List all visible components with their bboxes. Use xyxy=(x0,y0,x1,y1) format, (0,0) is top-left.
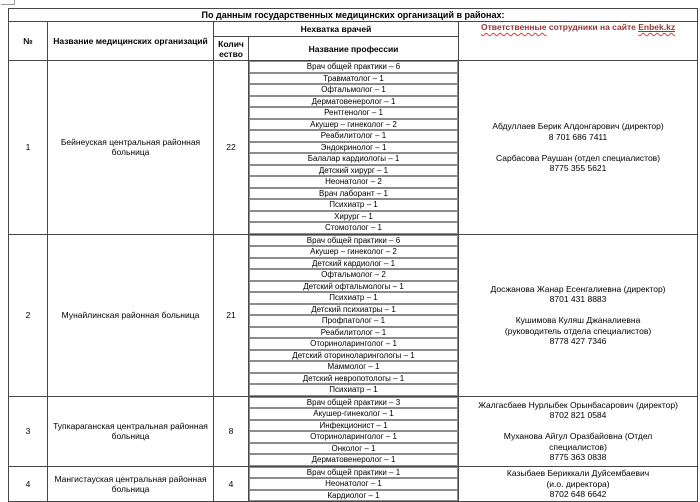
responsible-line: специалистов) xyxy=(549,441,607,452)
responsible-line xyxy=(459,421,697,432)
profession-item: Офтальмолог – 2 xyxy=(249,269,458,281)
responsible-line: 8702 648 6642 xyxy=(549,489,607,499)
profession-item: Офтальмолог – 1 xyxy=(249,84,458,96)
row-number-cell: 1 xyxy=(9,61,48,235)
profession-item: Реабилитолог – 1 xyxy=(249,327,458,339)
profession-item: Рентгенолог – 1 xyxy=(249,107,458,119)
profession-item: Кардиолог – 1 xyxy=(249,490,458,502)
profession-item: Психиатр – 1 xyxy=(249,384,458,396)
header-num: № xyxy=(9,22,48,61)
responsible-line: Кушимова Куляш Джаналиевна xyxy=(515,315,641,325)
responsible-line xyxy=(459,142,697,153)
profession-item: Хирург – 1 xyxy=(249,211,458,223)
profession-item: Психиатр – 1 xyxy=(249,199,458,211)
profession-item: Профпатолог – 1 xyxy=(249,315,458,327)
title-row xyxy=(9,9,698,22)
profession-item: Реабилитолог – 1 xyxy=(249,130,458,142)
responsible-line: Казыбаев Бериккали Дуйсембаевич xyxy=(506,468,650,478)
profession-item: Стомотолог – 1 xyxy=(249,222,458,234)
header-shortage: Нехватка врачей xyxy=(214,22,459,37)
profession-item: Врач общей практики – 6 xyxy=(249,61,458,73)
responsible-line: 8775 363 0838 xyxy=(549,452,607,462)
profession-item: Акушер – гинеколог – 2 xyxy=(249,119,458,131)
header-organization: Название медицинских организаций xyxy=(48,22,214,61)
header-profession: Название профессии xyxy=(249,37,459,61)
profession-item: Детский психиатры – 1 xyxy=(249,304,458,316)
row-number-cell: 3 xyxy=(9,396,48,466)
responsible-line: (и.о. директора) xyxy=(546,478,610,489)
responsible-header-rest: сотрудники на сайте xyxy=(546,22,639,32)
responsible-line: Абдуллаев Берик Алдонгарович (директор) xyxy=(492,121,664,131)
responsible-line: Досжанова Жанар Есенгалиевна (директор) xyxy=(490,283,666,294)
profession-item: Инфекционист – 1 xyxy=(249,420,458,432)
profession-item: Врач общей практики – 3 xyxy=(249,397,458,409)
profession-item: Детский офтальмологы – 1 xyxy=(249,281,458,293)
profession-item: Травматолог – 1 xyxy=(249,73,458,85)
responsible-line: Муханова Айгул Оразбайовна (Отдел xyxy=(503,431,653,441)
table-body xyxy=(9,61,698,502)
table-row xyxy=(9,61,698,235)
responsible-line: 8701 431 8883 xyxy=(549,294,607,304)
table-header xyxy=(9,9,698,61)
cutoff-table-fragment xyxy=(1,0,15,5)
header-count: Колич ество xyxy=(214,37,249,61)
profession-item: Акушер-гинеколог – 1 xyxy=(249,408,458,420)
profession-item: Врач лаборант – 1 xyxy=(249,188,458,200)
professions-cell xyxy=(249,234,459,396)
row-number-cell: 2 xyxy=(9,234,48,396)
shortage-count-cell: 4 xyxy=(214,466,249,502)
profession-item: Онколог – 1 xyxy=(249,443,458,455)
profession-item: Эндокринолог – 1 xyxy=(249,142,458,154)
enbek-link[interactable] xyxy=(638,22,675,32)
professions-cell xyxy=(249,396,459,466)
profession-item: Детский невропотологы – 1 xyxy=(249,373,458,385)
shortage-count-cell: 8 xyxy=(214,396,249,466)
responsible-line: (руководитель отдела специалистов) xyxy=(504,325,652,336)
professions-cell xyxy=(249,466,459,502)
responsible-line: Жалгасбаев Нурлыбек Орынбасарович (директор) xyxy=(478,399,678,410)
responsible-header-word: Ответственные xyxy=(480,22,547,32)
table-row xyxy=(9,396,698,466)
doctor-shortage-table xyxy=(8,8,698,502)
profession-item: Неонатолог – 2 xyxy=(249,176,458,188)
organization-name-cell: Мангистауская центральная районная больница xyxy=(48,466,214,502)
profession-item: Неонатолог – 1 xyxy=(249,478,458,490)
responsible-contacts-cell xyxy=(459,234,698,396)
responsible-line xyxy=(459,305,697,316)
organization-name-cell: Тупкараганская центральная районная больница xyxy=(48,396,214,466)
profession-item: Детский кардиолог – 1 xyxy=(249,258,458,270)
profession-item: Маммолог – 1 xyxy=(249,361,458,373)
profession-item: Детский хирург – 1 xyxy=(249,165,458,177)
responsible-line: 8 701 686 7411 xyxy=(548,131,608,142)
table-row xyxy=(9,234,698,396)
professions-cell xyxy=(249,61,459,235)
table-title: По данным государственных медицинских организаций в районах: xyxy=(9,9,698,22)
profession-item: Дерматовенеролог – 1 xyxy=(249,96,458,108)
profession-item: Балалар кардиологы – 1 xyxy=(249,153,458,165)
profession-item: Детский оториноларингологы – 1 xyxy=(249,350,458,362)
header-responsible xyxy=(459,22,698,61)
enbek-link-label: Enbek.kz xyxy=(638,22,676,32)
responsible-line: Сарбасова Раушан (отдел специалистов) xyxy=(496,152,661,163)
profession-item: Оториноларинголог – 1 xyxy=(249,338,458,350)
responsible-line: 8702 821 0584 xyxy=(549,410,607,420)
organization-name-cell: Мунайлинская районная больница xyxy=(48,234,214,396)
shortage-count-cell: 22 xyxy=(214,61,249,235)
responsible-contacts-cell xyxy=(459,466,698,502)
responsible-line: 8775 355 5621 xyxy=(549,163,607,173)
profession-item: Оториноларинголог – 1 xyxy=(249,431,458,443)
profession-item: Врач общей практики – 1 xyxy=(249,467,458,479)
responsible-line: 8778 427 7346 xyxy=(549,336,607,346)
responsible-contacts-cell xyxy=(459,61,698,235)
table-row xyxy=(9,466,698,502)
profession-item: Врач общей практики – 6 xyxy=(249,235,458,247)
responsible-contacts-cell xyxy=(459,396,698,466)
organization-name-cell: Бейнеуская центральная районная больница xyxy=(48,61,214,235)
header-row-top xyxy=(9,22,698,37)
profession-item: Психиатр – 1 xyxy=(249,292,458,304)
profession-item: Акушер – гинеколог – 2 xyxy=(249,246,458,258)
shortage-count-cell: 21 xyxy=(214,234,249,396)
profession-item: Дерматовенеролог – 1 xyxy=(249,454,458,466)
row-number-cell: 4 xyxy=(9,466,48,502)
